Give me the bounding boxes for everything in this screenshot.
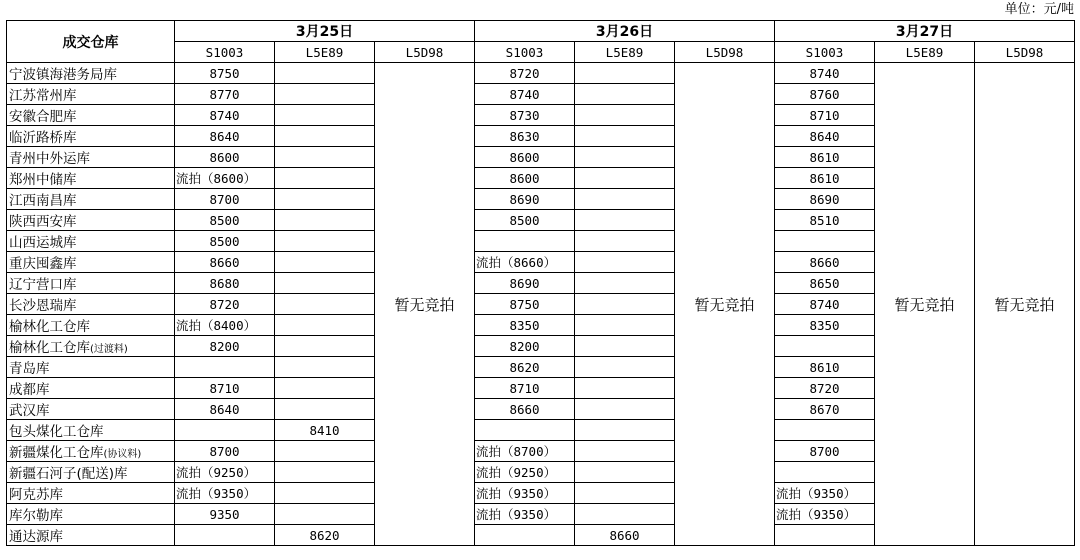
price-cell: 8750 <box>475 294 575 315</box>
price-cell <box>275 378 375 399</box>
price-cell <box>275 336 375 357</box>
warehouse-name <box>7 63 175 84</box>
price-cell <box>475 420 575 441</box>
warehouse-name <box>7 399 175 420</box>
warehouse-name <box>7 84 175 105</box>
price-cell <box>275 273 375 294</box>
code-header: L5E89 <box>875 42 975 63</box>
warehouse-name-text: 江苏常州库 <box>9 88 77 104</box>
price-cell: 流拍（9250） <box>175 462 275 483</box>
warehouse-name <box>7 189 175 210</box>
no-auction-cell: 暂无竞拍 <box>675 63 775 546</box>
price-cell: 9350 <box>175 504 275 525</box>
price-cell: 8500 <box>475 210 575 231</box>
warehouse-name <box>7 525 175 546</box>
warehouse-name-text: 重庆囤鑫库 <box>9 256 77 272</box>
warehouse-name-text: 青岛库 <box>9 361 50 377</box>
price-cell: 8690 <box>475 273 575 294</box>
price-cell: 流拍（9350） <box>475 483 575 504</box>
warehouse-name <box>7 483 175 504</box>
price-cell: 8500 <box>175 231 275 252</box>
price-cell <box>175 420 275 441</box>
price-cell: 8720 <box>775 378 875 399</box>
warehouse-name-text: 榆林化工仓库 <box>9 319 90 335</box>
price-cell: 8660 <box>475 399 575 420</box>
price-cell: 8620 <box>275 525 375 546</box>
warehouse-name-text: 宁波镇海港务局库 <box>9 67 117 83</box>
price-cell: 8720 <box>475 63 575 84</box>
price-cell <box>775 231 875 252</box>
price-cell <box>575 378 675 399</box>
price-cell: 8710 <box>475 378 575 399</box>
price-cell: 流拍（9350） <box>475 504 575 525</box>
price-cell <box>575 420 675 441</box>
warehouse-name <box>7 231 175 252</box>
price-cell: 8690 <box>475 189 575 210</box>
price-cell: 8740 <box>475 84 575 105</box>
price-cell <box>275 441 375 462</box>
warehouse-name-text: 陕西西安库 <box>9 214 77 230</box>
price-cell: 流拍（8400） <box>175 315 275 336</box>
code-header: L5D98 <box>975 42 1075 63</box>
price-cell <box>275 189 375 210</box>
price-cell: 8510 <box>775 210 875 231</box>
warehouse-name-text: 通达源库 <box>9 529 63 545</box>
price-cell <box>175 357 275 378</box>
warehouse-name-text: 郑州中储库 <box>9 172 77 188</box>
price-cell <box>575 210 675 231</box>
price-cell: 8660 <box>775 252 875 273</box>
price-cell: 8640 <box>775 126 875 147</box>
price-cell <box>575 483 675 504</box>
date-header: 3月25日 <box>175 21 475 42</box>
warehouse-name-text: 山西运城库 <box>9 235 77 251</box>
warehouse-name-text: 武汉库 <box>9 403 50 419</box>
warehouse-name <box>7 462 175 483</box>
price-cell <box>275 252 375 273</box>
code-header: S1003 <box>775 42 875 63</box>
price-cell <box>575 504 675 525</box>
price-cell: 8610 <box>775 168 875 189</box>
warehouse-name-text: 库尔勒库 <box>9 508 63 524</box>
price-cell: 8770 <box>175 84 275 105</box>
price-cell: 8200 <box>175 336 275 357</box>
warehouse-name-text: 新疆煤化工仓库 <box>9 445 104 461</box>
price-cell: 8760 <box>775 84 875 105</box>
warehouse-name-text: 长沙恩瑞库 <box>9 298 77 314</box>
price-cell <box>575 315 675 336</box>
price-cell: 8680 <box>175 273 275 294</box>
price-cell: 流拍（9350） <box>775 504 875 525</box>
price-cell <box>275 105 375 126</box>
price-cell <box>575 273 675 294</box>
warehouse-name-text: 青州中外运库 <box>9 151 90 167</box>
table-row <box>7 63 1075 84</box>
warehouse-name <box>7 210 175 231</box>
price-cell <box>575 231 675 252</box>
code-header: L5D98 <box>675 42 775 63</box>
price-cell: 8710 <box>175 378 275 399</box>
warehouse-name <box>7 420 175 441</box>
price-cell <box>275 399 375 420</box>
warehouse-name <box>7 294 175 315</box>
price-cell: 流拍（8600） <box>175 168 275 189</box>
warehouse-name-text: 江西南昌库 <box>9 193 77 209</box>
price-cell <box>275 504 375 525</box>
price-cell: 8710 <box>775 105 875 126</box>
warehouse-name <box>7 252 175 273</box>
no-auction-cell: 暂无竞拍 <box>375 63 475 546</box>
price-cell: 8690 <box>775 189 875 210</box>
date-header: 3月27日 <box>775 21 1075 42</box>
table-body <box>7 63 1075 546</box>
price-cell: 8500 <box>175 210 275 231</box>
price-cell <box>275 294 375 315</box>
price-cell: 8600 <box>475 147 575 168</box>
no-auction-cell: 暂无竞拍 <box>875 63 975 546</box>
price-cell <box>775 420 875 441</box>
unit-label: 单位：元/吨 <box>1004 2 1074 17</box>
price-cell <box>475 231 575 252</box>
price-cell <box>475 525 575 546</box>
price-cell <box>575 399 675 420</box>
price-cell <box>175 525 275 546</box>
price-cell <box>575 294 675 315</box>
price-cell: 8650 <box>775 273 875 294</box>
price-cell <box>575 189 675 210</box>
price-cell <box>275 63 375 84</box>
price-cell: 8700 <box>175 441 275 462</box>
price-cell <box>275 357 375 378</box>
warehouse-name <box>7 126 175 147</box>
price-cell: 8720 <box>175 294 275 315</box>
price-cell <box>275 210 375 231</box>
price-cell <box>575 252 675 273</box>
price-cell <box>275 231 375 252</box>
code-header: L5E89 <box>275 42 375 63</box>
price-cell <box>775 336 875 357</box>
warehouse-name <box>7 147 175 168</box>
warehouse-name <box>7 357 175 378</box>
warehouse-name-text: 阿克苏库 <box>9 487 63 503</box>
price-cell: 流拍（8700） <box>475 441 575 462</box>
warehouse-column-header: 成交仓库 <box>7 21 175 63</box>
price-cell: 8660 <box>575 525 675 546</box>
price-cell: 8200 <box>475 336 575 357</box>
price-cell: 8750 <box>175 63 275 84</box>
price-cell: 8620 <box>475 357 575 378</box>
price-cell: 8600 <box>475 168 575 189</box>
code-header: L5D98 <box>375 42 475 63</box>
price-cell <box>575 168 675 189</box>
price-cell <box>575 462 675 483</box>
price-cell: 8410 <box>275 420 375 441</box>
warehouse-name-text: 榆林化工仓库 <box>9 340 90 356</box>
price-cell <box>275 462 375 483</box>
price-cell: 8740 <box>775 63 875 84</box>
price-cell: 8600 <box>175 147 275 168</box>
price-cell: 8610 <box>775 357 875 378</box>
price-cell: 8740 <box>175 105 275 126</box>
warehouse-note: (协议料) <box>103 449 142 460</box>
price-cell: 8700 <box>775 441 875 462</box>
price-cell: 流拍（9250） <box>475 462 575 483</box>
price-cell <box>575 126 675 147</box>
price-cell <box>275 84 375 105</box>
warehouse-name <box>7 441 175 462</box>
price-cell: 8630 <box>475 126 575 147</box>
price-cell <box>575 336 675 357</box>
price-cell: 8670 <box>775 399 875 420</box>
code-header: S1003 <box>475 42 575 63</box>
warehouse-name <box>7 273 175 294</box>
warehouse-name-text: 辽宁营口库 <box>9 277 77 293</box>
warehouse-name-text: 临沂路桥库 <box>9 130 77 146</box>
auction-price-table <box>6 20 1075 546</box>
price-cell: 8350 <box>475 315 575 336</box>
warehouse-name-text: 成都库 <box>9 382 50 398</box>
warehouse-name-text: 安徽合肥库 <box>9 109 77 125</box>
date-header: 3月26日 <box>475 21 775 42</box>
price-cell: 8640 <box>175 126 275 147</box>
warehouse-note: (过渡料) <box>90 344 128 355</box>
date-header-row <box>7 21 1075 42</box>
price-cell <box>575 147 675 168</box>
warehouse-name <box>7 504 175 525</box>
price-cell: 流拍（9350） <box>775 483 875 504</box>
price-cell <box>275 483 375 504</box>
price-cell <box>275 126 375 147</box>
price-cell <box>275 147 375 168</box>
price-cell: 流拍（9350） <box>175 483 275 504</box>
price-cell <box>575 63 675 84</box>
price-cell <box>775 525 875 546</box>
price-cell <box>575 441 675 462</box>
warehouse-name <box>7 105 175 126</box>
warehouse-name <box>7 336 175 357</box>
price-cell: 流拍（8660） <box>475 252 575 273</box>
warehouse-name <box>7 315 175 336</box>
code-header: L5E89 <box>575 42 675 63</box>
price-cell <box>575 105 675 126</box>
warehouse-name-text: 包头煤化工仓库 <box>9 424 104 440</box>
warehouse-name-text: 新疆石河子(配送)库 <box>9 466 128 482</box>
price-cell <box>775 462 875 483</box>
price-cell: 8700 <box>175 189 275 210</box>
price-cell: 8660 <box>175 252 275 273</box>
code-header: S1003 <box>175 42 275 63</box>
price-cell: 8640 <box>175 399 275 420</box>
price-cell: 8740 <box>775 294 875 315</box>
price-cell <box>575 84 675 105</box>
warehouse-name <box>7 168 175 189</box>
price-cell: 8350 <box>775 315 875 336</box>
price-cell <box>575 357 675 378</box>
price-cell <box>275 168 375 189</box>
warehouse-name <box>7 378 175 399</box>
no-auction-cell: 暂无竞拍 <box>975 63 1075 546</box>
price-cell: 8610 <box>775 147 875 168</box>
price-cell <box>275 315 375 336</box>
price-cell: 8730 <box>475 105 575 126</box>
